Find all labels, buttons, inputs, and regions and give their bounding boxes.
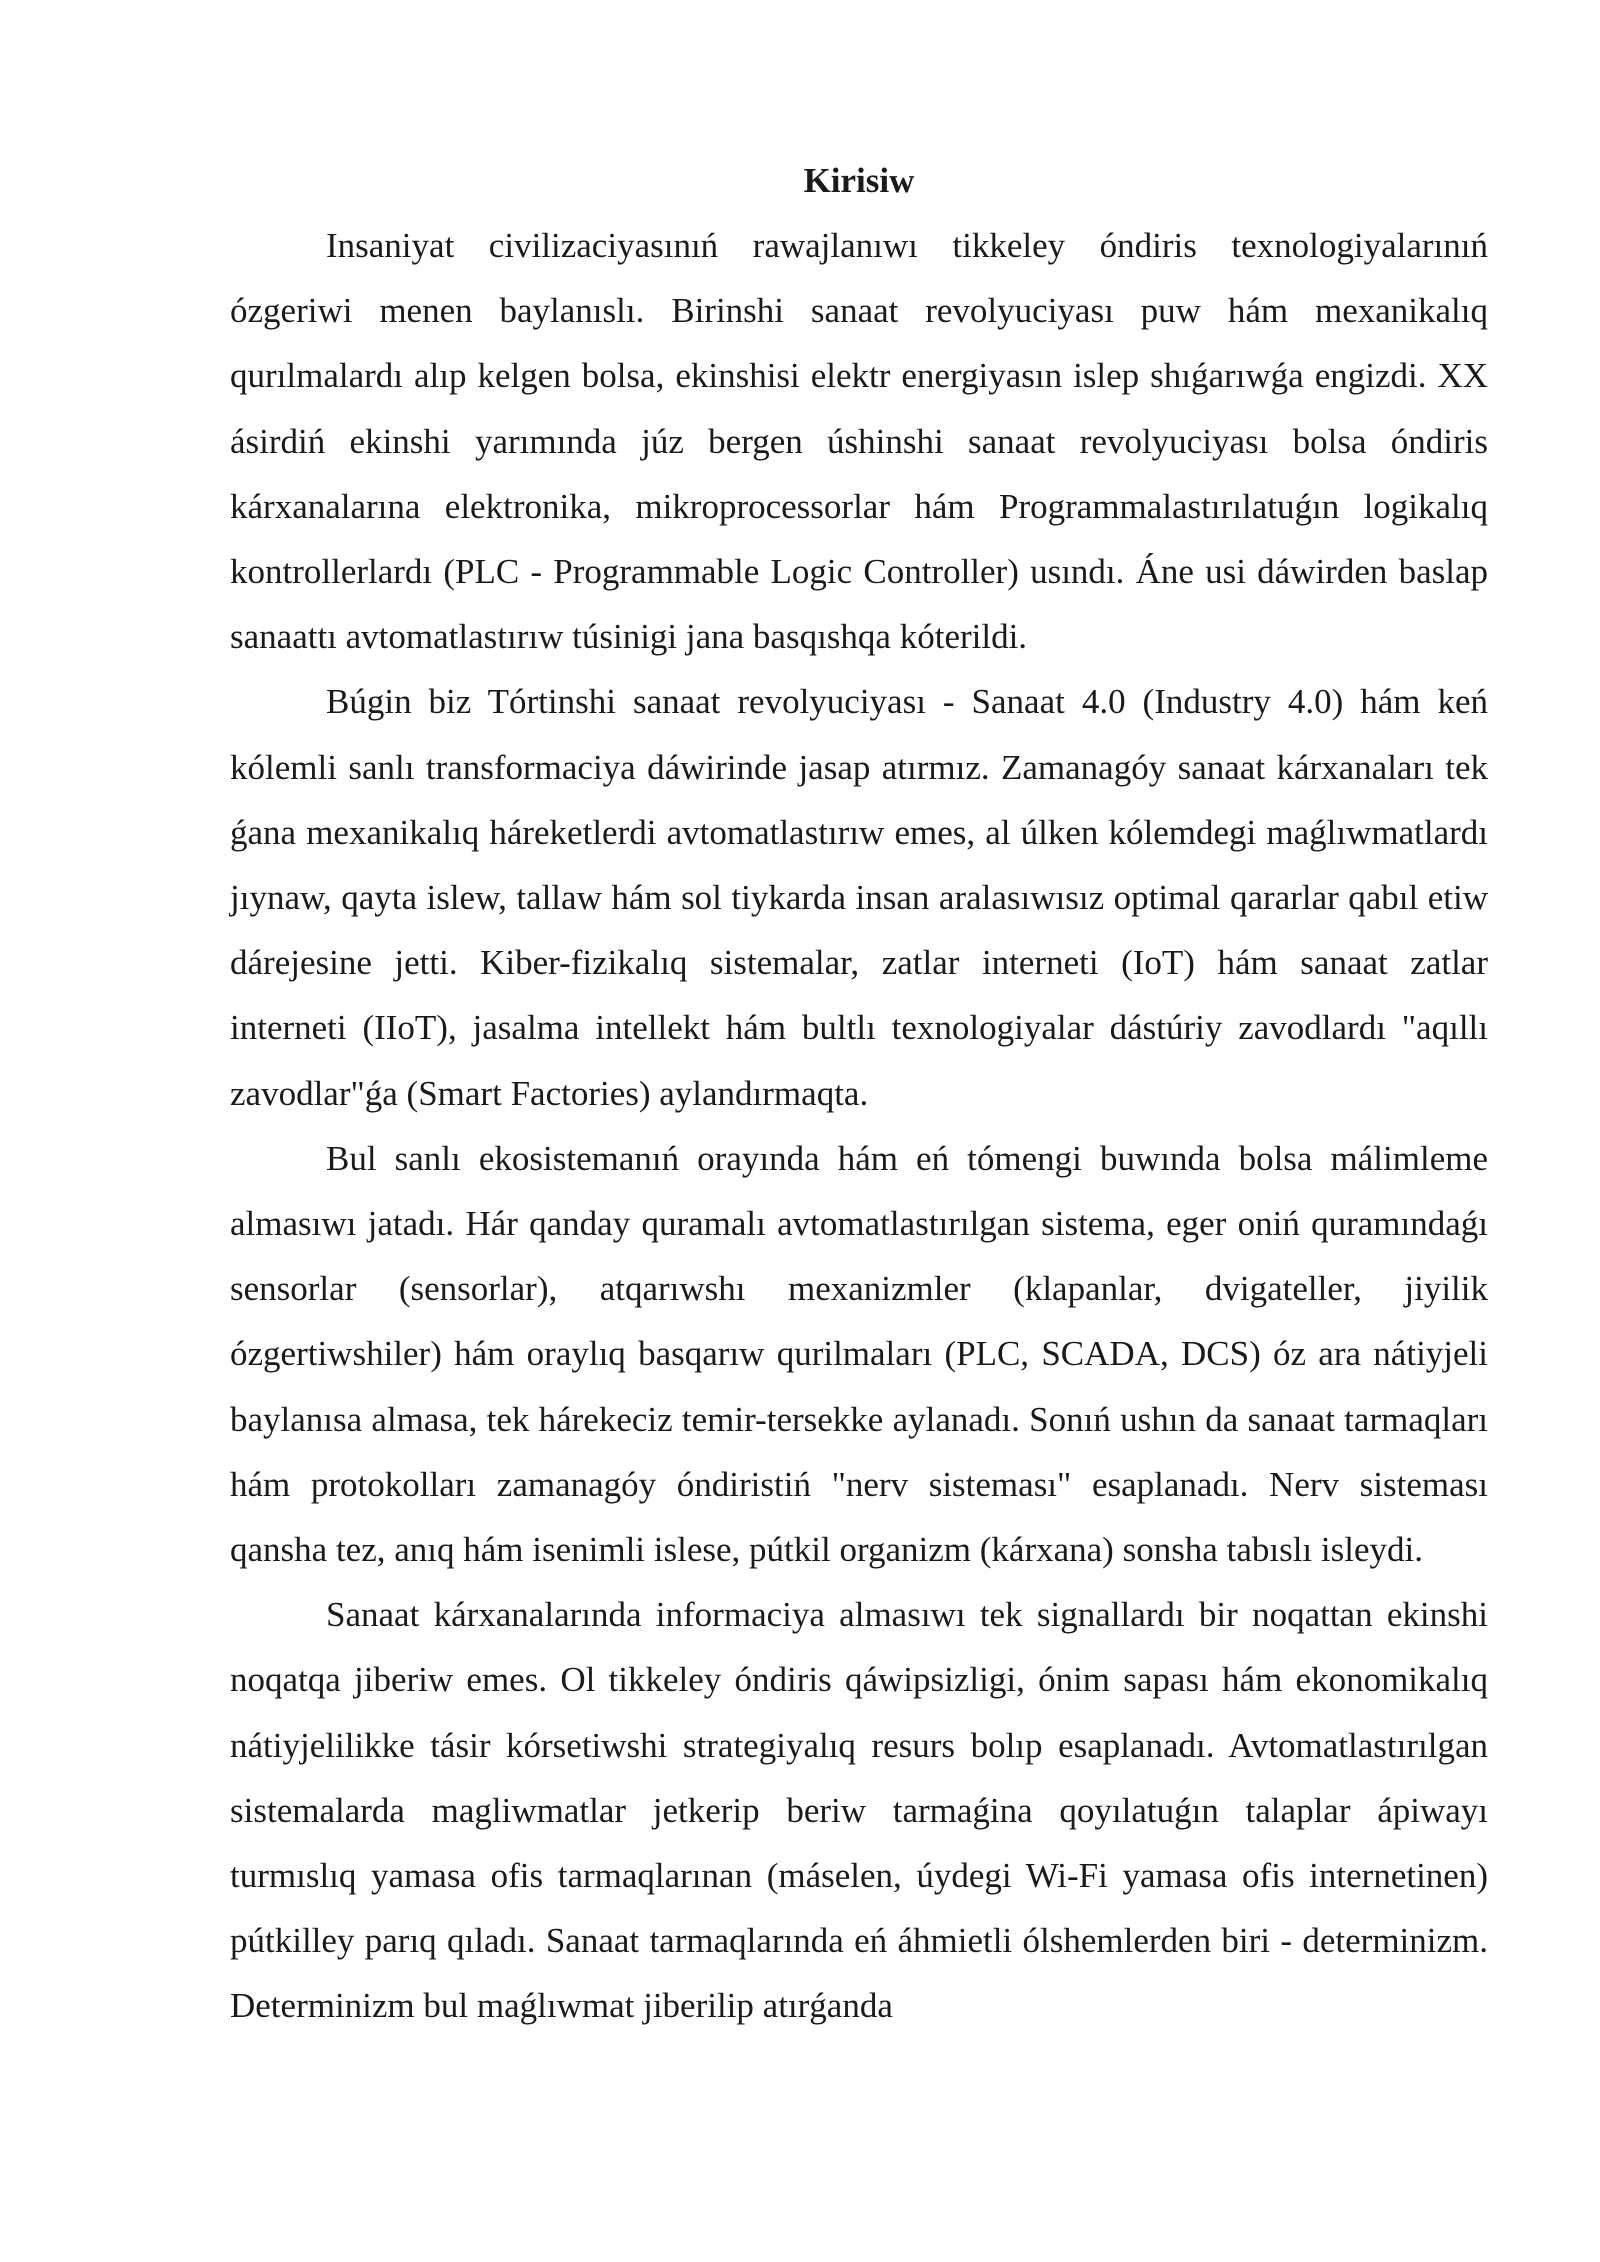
paragraph-1: Insaniyat civilizaciyasınıń rawajlanıwı tikkeley óndiris texnologiyalarınıń ózgeriwi menen baylanıslı. Birinshi sanaat revolyuciyası puw hám mexanikalıq qurılmalardı alıp kelgen bolsa, ekinshisi elektr energiyasın islep shıǵarıwǵa engizdi. XX ásirdiń ekinshi yarımında júz bergen úshinshi sanaat revolyuciyası bolsa óndiris kárxanalarına elektronika, mikroprocessorlar hám Programmalastırılatuǵın logikalıq kontrollerlardı (PLC - Programmable Logic Controller) usındı. Áne usi dáwirden baslap sanaattı avtomatlastırıw túsinigi jana basqıshqa kóterildi. bbox=[230, 226, 1488, 657]
paragraph-2: Búgin biz Tórtinshi sanaat revolyuciyası - Sanaat 4.0 (Industry 4.0) hám keń kólemli sanlı transformaciya dáwirinde jasap atırmız. Zamanagóy sanaat kárxanaları tek ǵana mexanikalıq háreketlerdi avtomatlastırıw emes, al úlken kólemdegi maǵlıwmatlardı jıynaw, qayta islew, tallaw hám sol tiykarda insan aralasıwısız optimal qararlar qabıl etiw dárejesine jetti. Kiber-fizikalıq sistemalar, zatlar interneti (IoT) hám sanaat zatlar interneti (IIoT), jasalma intellekt hám bultlı texnologiyalar dástúriy zavodlardı "aqıllı zavodlar"ǵa (Smart Factories) aylandırmaqta. bbox=[230, 682, 1488, 1113]
document-body bbox=[230, 148, 1488, 2039]
section-title: Kirisiw bbox=[803, 161, 915, 200]
paragraph-4: Sanaat kárxanalarında informaciya almasıwı tek signallardı bir noqattan ekinshi noqatqa jiberiw emes. Ol tikkeley óndiris qáwipsizligi, ónim sapası hám ekonomikalıq nátiyjelilikke tásir kórsetiwshi strategiyalıq resurs bolıp esaplanadı. Avtomatlastırılgan sistemalarda magliwmatlar jetkerip beriw tarmaǵina qoyılatuǵın talaplar ápiwayı turmıslıq yamasa ofis tarmaqlarınan (máselen, úydegi Wi-Fi yamasa ofis internetinen) pútkilley parıq qıladı. Sanaat tarmaqlarında eń áhmietli ólshemlerden biri - determinizm. Determinizm bul maǵlıwmat jiberilip atırǵanda bbox=[230, 1595, 1488, 2026]
paragraph-3: Bul sanlı ekosistemanıń orayında hám eń tómengi buwında bolsa málimleme almasıwı jatadı. Hár qanday quramalı avtomatlastırılgan sistema, eger oniń quramındaǵı sensorlar (sensorlar), atqarıwshı mexanizmler (klapanlar, dvigateller, jiyilik ózgertiwshiler) hám oraylıq basqarıw qurilmaları (PLC, SCADA, DCS) óz ara nátiyjeli baylanısa almasa, tek hárekeciz temir-tersekke aylanadı. Sonıń ushın da sanaat tarmaqları hám protokolları zamanagóy óndiristiń "nerv sisteması" esaplanadı. Nerv sisteması qansha tez, anıq hám isenimli islese, pútkil organizm (kárxana) sonsha tabıslı isleydi. bbox=[230, 1138, 1488, 1570]
